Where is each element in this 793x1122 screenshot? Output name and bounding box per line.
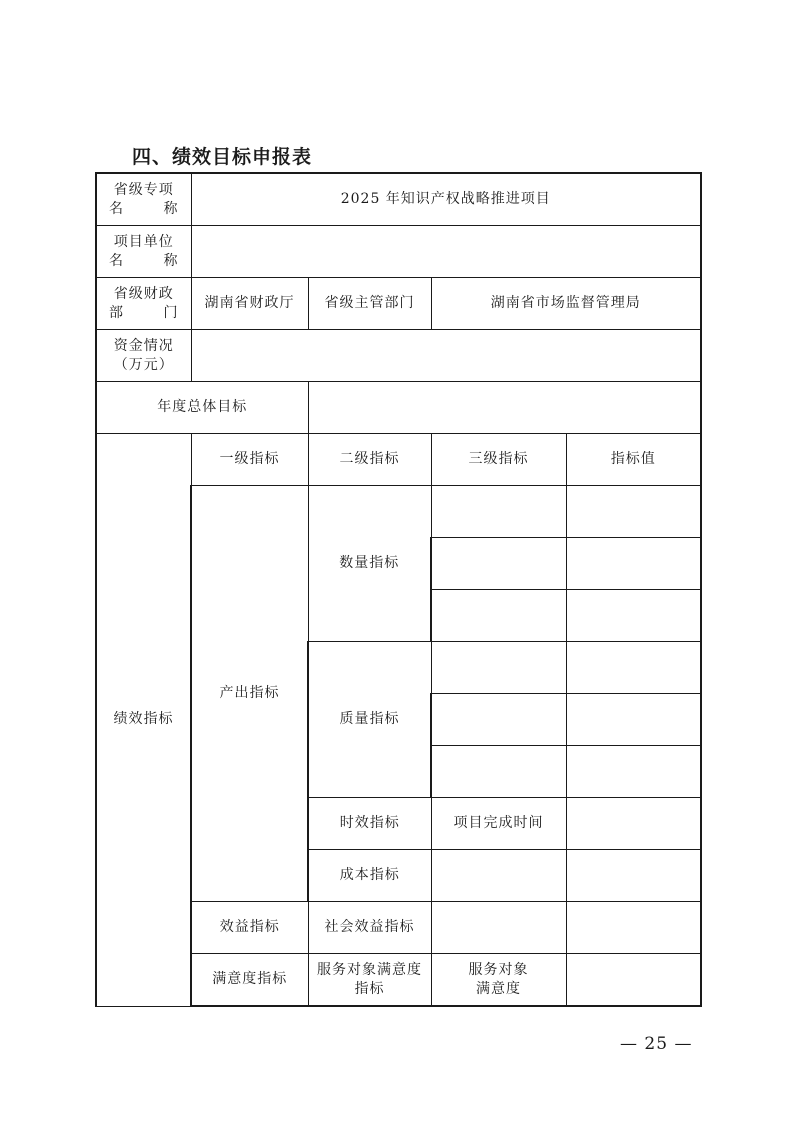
service-object-satisfaction [431,954,566,1007]
label-line [101,252,187,271]
funds-value[interactable] [191,330,701,382]
table-row [96,434,701,486]
header-level-3: 三级指标 [431,434,566,486]
finance-dept-value[interactable]: 湖南省财政厅 [191,278,308,330]
quality-indicator: 质量指标 [308,642,431,798]
header-value: 指标值 [566,434,701,486]
header-level-2: 二级指标 [308,434,431,486]
label-line: （万元） [113,356,174,373]
annual-goal-value[interactable] [308,382,701,434]
label-line: 项目单位 [113,233,174,250]
label-char: 门 [163,304,179,321]
label-line [101,200,187,219]
label-char: 名 [109,252,124,269]
label-line: 省级专项 [113,181,174,198]
value-cell[interactable] [566,850,701,902]
value-cell[interactable] [566,642,701,694]
unit-value[interactable] [191,226,701,278]
indicators-section-label: 绩效指标 [96,434,191,1007]
label-char: 部 [109,304,124,321]
label-char: 称 [163,252,179,269]
timeliness-indicator: 时效指标 [308,798,431,850]
value-cell[interactable] [566,798,701,850]
value-cell[interactable] [566,590,701,642]
value-cell[interactable] [566,746,701,798]
finance-dept-label [96,278,191,330]
project-name-label [96,173,191,226]
annual-goal-label: 年度总体目标 [96,382,308,434]
level-3-cell[interactable] [431,850,566,902]
table-row [96,330,701,382]
label-line: 满意度 [476,980,521,997]
level-3-cell[interactable] [431,486,566,538]
benefit-indicator: 效益指标 [191,902,308,954]
level-3-cell[interactable] [431,642,566,694]
cost-indicator: 成本指标 [308,850,431,902]
label-line: 省级财政 [113,285,174,302]
level-3-cell[interactable] [431,902,566,954]
unit-label [96,226,191,278]
funds-label [96,330,191,382]
table-row [96,382,701,434]
label-char: 名 [109,200,124,217]
table-row [96,278,701,330]
header-level-1: 一级指标 [191,434,308,486]
label-line: 服务对象满意度 [317,961,422,978]
level-3-cell[interactable] [431,538,566,590]
table-row [96,226,701,278]
satisfaction-indicator: 满意度指标 [191,954,308,1007]
value-cell[interactable] [566,694,701,746]
project-name-value[interactable]: 2025 年知识产权战略推进项目 [191,173,701,226]
performance-goal-table [95,172,702,1007]
value-cell[interactable] [566,486,701,538]
label-line: 服务对象 [468,961,529,978]
page-title: 四、绩效目标申报表 [132,146,313,168]
level-3-cell[interactable] [431,590,566,642]
label-line: 资金情况 [113,337,174,354]
supervisor-label: 省级主管部门 [308,278,431,330]
level-3-cell[interactable] [431,694,566,746]
page-number: — 25 — [620,1034,693,1054]
value-cell[interactable] [566,954,701,1007]
level-3-cell[interactable] [431,746,566,798]
label-line [101,304,187,323]
table-row [96,173,701,226]
quantity-indicator: 数量指标 [308,486,431,642]
value-cell[interactable] [566,538,701,590]
value-cell[interactable] [566,902,701,954]
label-char: 称 [163,200,179,217]
social-benefit-indicator: 社会效益指标 [308,902,431,954]
label-line: 指标 [354,980,385,997]
output-indicator: 产出指标 [191,486,308,902]
service-satisfaction-indicator [308,954,431,1007]
supervisor-value[interactable]: 湖南省市场监督管理局 [431,278,701,330]
timeliness-item: 项目完成时间 [431,798,566,850]
